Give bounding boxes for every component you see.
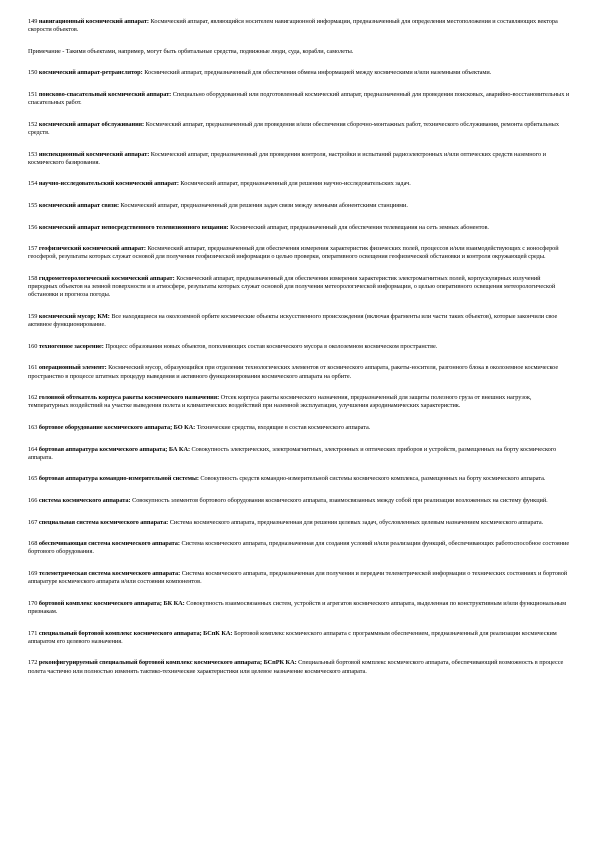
entry-term: обеспечивающая система космического аппарата: [38,540,180,548]
entry-number: 160 [28,342,38,350]
entry-term: космический аппарат-ретранслятор: [38,69,143,77]
entry-term: операционный элемент: [38,364,107,372]
entry-definition: Система космического аппарата, предназначенная для получения и передачи телеметрической информации о технических состояниях и бортовой аппаратуре космического аппарата и/или состоянии компонентов. [28,569,568,586]
term-entry-162 [28,394,571,410]
entry-number: 166 [28,496,38,504]
term-entry-165 [28,475,571,483]
entry-term: космический аппарат обслуживания: [38,120,145,128]
entry-number: 161 [28,364,38,372]
term-note [28,48,571,56]
term-entry-170 [28,600,571,616]
entry-definition: Космический аппарат, предназначенный для решения научно-исследовательских задач. [180,180,411,188]
entry-term: космический аппарат непосредственного телевизионного вещания: [38,223,229,231]
entry-number: 170 [28,599,38,607]
term-entry-172 [28,659,571,675]
entry-term: бортовое оборудование космического аппарата; БО КА: [38,423,196,431]
term-entry-155 [28,202,571,210]
term-entry-157 [28,245,571,261]
entry-number: 157 [28,245,38,253]
term-entry-159 [28,313,571,329]
entry-definition: Космический мусор, образующийся при отделении технологических элементов от космического аппарата, ракеты-носителя, разгонного блока в околоземное космическое пространство в процессе штатных процедур выведения и активного функционирования космического аппарата на орбите. [28,364,559,380]
entry-number: 155 [28,201,38,209]
term-entry-163 [28,424,571,432]
term-entry-169 [28,570,571,586]
entry-definition: Совокупность средств командно-измерительной системы космического комплекса, размещенных на борту космического аппарата. [200,475,546,483]
entry-term: бортовая аппаратура космического аппарата; БА КА: [38,445,190,453]
entry-term: бортовой комплекс космического аппарата; БК КА: [38,599,185,607]
entry-term: техногенное засорение: [38,342,104,350]
entry-number: 167 [28,518,38,526]
term-entry-166 [28,497,571,505]
term-entry-154 [28,180,571,188]
term-entry-158 [28,275,571,300]
entry-definition: Космический аппарат, являющийся носителем навигационной информации, предназначенный для определения местоположения и составляющих вектора скорости объектов. [28,18,558,34]
entry-definition: Отсек корпуса ракеты космического назначения, предназначенный для защиты полезного груза от внешних нагрузок, температурных воздействий на участке выведения полета и климатических воздействий при наземной эксплуатации, улучшения аэродинамических характеристик. [28,394,532,410]
entry-number: 168 [28,540,38,548]
term-entry-171 [28,630,571,646]
entry-definition: Бортовой комплекс космического аппарата с программным обеспечением, предназначенный для реализации космическим аппаратом его целевого назначения. [28,629,557,645]
term-entry-161 [28,364,571,380]
entry-number: 158 [28,274,38,282]
entry-term: научно-исследовательский космический аппарат: [38,180,179,188]
entry-term: система космического аппарата: [38,496,131,504]
entry-term: реконфигурируемый специальный бортовой комплекс космического аппарата; БСпРК КА: [38,659,297,667]
term-entry-151 [28,91,571,107]
entry-term: телеметрическая система космического аппарата: [38,569,181,577]
entry-term: головной обтекатель корпуса ракеты космического назначения: [38,394,220,402]
term-entry-164 [28,446,571,462]
entry-definition: Космический аппарат, предназначенный для обеспечения обмена информацией между космическими и/или наземными объектами. [144,69,492,77]
term-entry-150 [28,69,571,77]
entry-number: 152 [28,120,38,128]
term-entry-153 [28,151,571,167]
entry-number: 149 [28,18,38,25]
entry-term: гидрометеорологический космический аппарат: [38,274,175,282]
term-entry-152 [28,121,571,137]
entry-term: специальная система космического аппарата: [38,518,169,526]
entry-definition: Специально оборудованный или подготовленный космический аппарат, предназначенный для проведения поисковых, аварийно-восстановительных и спасательных работ. [28,90,570,107]
entry-definition: Технические средства, входящие в состав космического аппарата. [196,423,371,431]
entry-definition: Совокупность взаимосвязанных систем, устройств и агрегатов космического аппарата, выделенная по конструктивным и/или функциональным признакам. [28,599,567,615]
entry-definition: Процесс образования новых объектов, пополняющих состав космического мусора в околоземном космическом пространстве. [105,342,438,350]
entry-definition: Космический аппарат, предназначенный для решения задач связи между земными абонентскими станциями. [120,201,408,209]
entry-number: 153 [28,150,38,158]
term-entry-160 [28,343,571,351]
entry-number: 150 [28,69,38,77]
entry-number: 164 [28,445,38,453]
entry-number: 162 [28,394,38,402]
term-entry-167 [28,519,571,527]
entry-term: специальный бортовой комплекс космического аппарата; БСпК КА: [38,629,233,637]
entry-number: 156 [28,223,38,231]
entry-definition: Система космического аппарата, предназначенная для создания условий и/или реализации функций, обеспечивающих работоспособное состояние бортового оборудования. [28,540,570,556]
entry-term: геофизический космический аппарат: [38,245,146,253]
entry-definition: Система космического аппарата, предназначенная для решения целевых задач, обусловленных целевым назначением космического аппарата. [169,518,544,526]
entry-definition: Все находящиеся на околоземной орбите космические объекты искусственного происхождения (включая фрагменты или части таких объектов), которые закончили свое активное функционирование. [28,312,558,329]
term-entry-156 [28,224,571,232]
entry-definition: Космический аппарат, предназначенный для обеспечения измерения характеристик физических полей, процессов и/или взаимодействующих с ионосферой геосферой, результаты которых служат основой для получения геофизической информации о целью проверки, оперативного освещения геофизической обстановки и контроля окружающей среды. [28,245,559,261]
note-text: Примечание - Такими объектами, например, могут быть орбитальные средства, подвижные люди, суда, корабли, самолеты. [28,47,354,55]
entry-term: инспекционный космический аппарат: [38,150,150,158]
entry-number: 151 [28,90,38,98]
entry-term: космический мусор; КМ: [38,312,110,320]
entry-term: космический аппарат связи: [38,201,120,209]
entry-definition: Космический аппарат, предназначенный для обеспечения измерения характеристик электромагнитных полей, корпускулярных излучений природных объектов на земной поверхности и в атмосфере, результаты которых служат основой для получения метеорологической информации, о целью оперативного освещения метеорологической обстановки и прогноза погоды. [28,274,556,299]
entry-number: 169 [28,569,38,577]
entry-number: 163 [28,423,38,431]
entry-number: 172 [28,659,38,667]
entry-definition: Космический аппарат, предназначенный для проведения контроля, настройки и испытаний радиоэлектронных и/или оптических средств наземного и космического базирования. [28,150,546,166]
entry-number: 165 [28,475,38,483]
entry-term: поисково-спасательный космический аппарат: [38,90,172,98]
entry-number: 159 [28,312,38,320]
entry-definition: Совокупность электрических, электромагнитных, электронных и оптических приборов и устройств, размещенных на борту космического аппарата. [28,445,557,461]
entry-number: 171 [28,629,38,637]
entry-definition: Космический аппарат, предназначенный для обеспечения телевещания на сеть земных абонентов. [230,223,489,231]
entry-term: навигационный космический аппарат: [38,18,149,25]
entry-definition: Специальный бортовой комплекс космического аппарата, обеспечивающий возможность в процессе полета частично или полностью изменять тактико-технические характеристики или целевое назначение космического аппарата. [28,659,564,675]
entry-definition: Космический аппарат, предназначенный для проведения и/или обеспечения сборочно-монтажных работ, технического обслуживания, ремонта орбитальных средств. [28,120,559,136]
entry-number: 154 [28,180,38,188]
term-entry-149 [28,18,571,34]
entry-definition: Совокупность элементов бортового оборудования космического аппарата, взаимосвязанных между собой при реализации возложенных на систему функций. [132,496,548,504]
entry-term: бортовая аппаратура командно-измерительной системы: [38,475,199,483]
term-entry-168 [28,540,571,556]
